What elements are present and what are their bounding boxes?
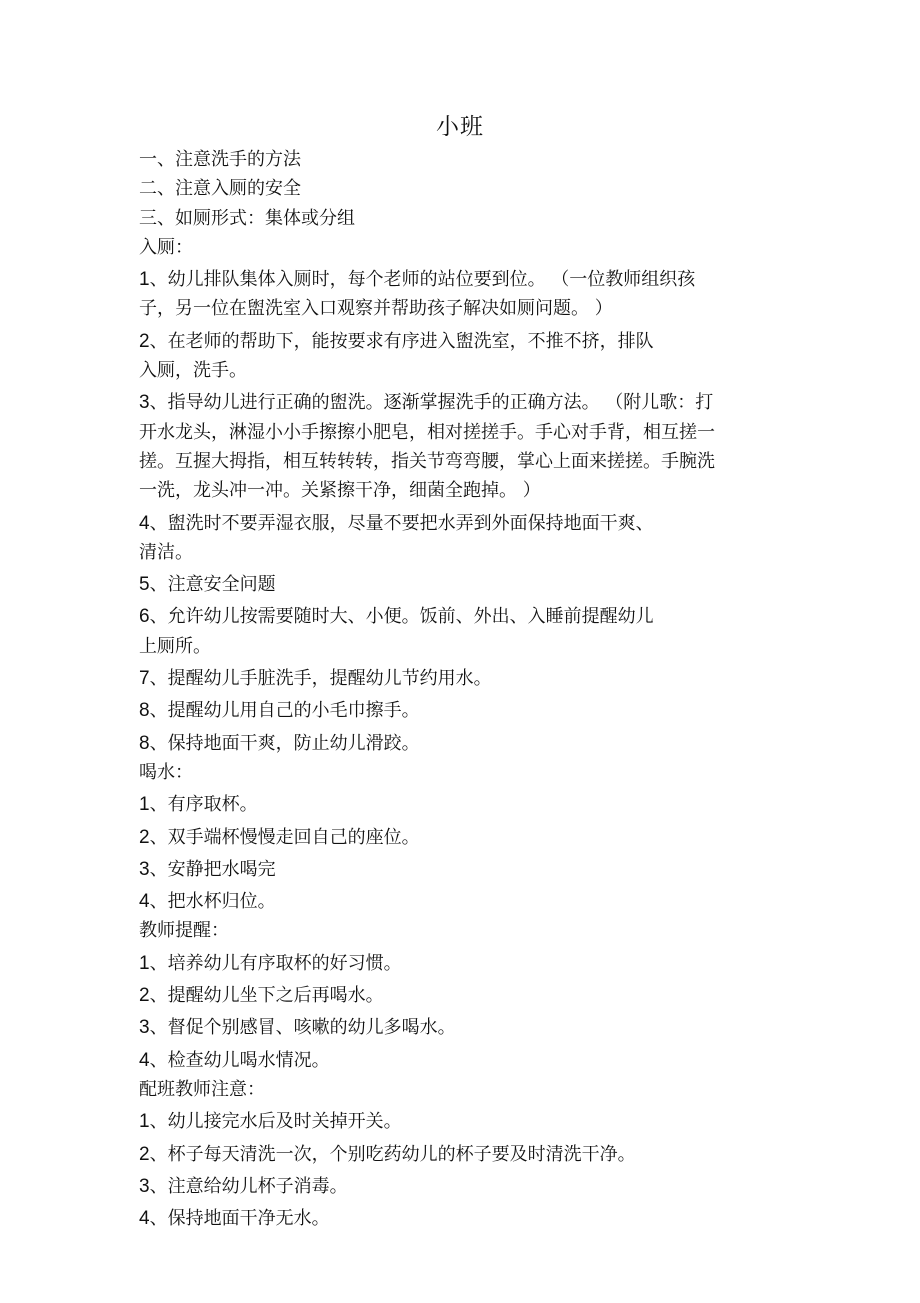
text-line	[139, 1172, 784, 1201]
text-line	[139, 1107, 784, 1136]
line-text: 、指导幼儿进行正确的盥洗。逐渐掌握洗手的正确方法。 （附儿歌：打	[149, 392, 714, 414]
line-text: 、保持地面干净无水。	[149, 1208, 330, 1230]
line-text: 配班教师注意：	[139, 1078, 265, 1100]
item-number: 8	[139, 732, 150, 754]
item-number: 1	[139, 1111, 150, 1133]
line-text: 、杯子每天清洗一次，个别吃药幼儿的杯子要及时清洗干净。	[149, 1143, 636, 1165]
line-text: 、提醒幼儿手脏洗手，提醒幼儿节约用水。	[149, 668, 492, 690]
text-line	[139, 887, 784, 916]
text-line	[139, 476, 784, 505]
item-number: 4	[139, 891, 150, 913]
line-text: 清洁。	[139, 541, 193, 563]
text-line	[139, 538, 784, 567]
text-line	[139, 1075, 784, 1104]
line-text: 入厕，洗手。	[139, 360, 247, 382]
line-text: 一洗，龙头冲一冲。关紧擦干净，细菌全跑掉。 ）	[139, 480, 541, 502]
line-text: 、有序取杯。	[149, 794, 258, 816]
text-line	[139, 949, 784, 978]
text-line	[139, 294, 784, 323]
line-text: 子，另一位在盥洗室入口观察并帮助孩子解决如厕问题。 ）	[139, 298, 613, 320]
text-line	[139, 790, 784, 819]
text-line	[139, 1046, 784, 1075]
line-text: 入厕：	[139, 236, 193, 258]
text-line	[139, 447, 784, 476]
line-text: 、幼儿接完水后及时关掉开关。	[149, 1111, 402, 1133]
item-number: 1	[139, 269, 150, 291]
line-text: 、把水杯归位。	[149, 891, 276, 913]
text-line	[139, 916, 784, 945]
text-line	[139, 145, 784, 174]
line-text: 搓。互握大拇指，相互转转转，指关节弯弯腰，掌心上面来搓搓。手腕洗	[139, 450, 715, 472]
line-text: 、盥洗时不要弄湿衣服，尽量不要把水弄到外面保持地面干爽、	[149, 512, 654, 534]
item-number: 3	[139, 1017, 150, 1039]
text-line	[139, 1204, 784, 1233]
line-text: 、提醒幼儿用自己的小毛巾擦手。	[149, 700, 420, 722]
text-line	[139, 509, 784, 538]
text-line	[139, 632, 784, 661]
line-text: 、保持地面干爽，防止幼儿滑跤。	[149, 732, 420, 754]
line-text: 、幼儿排队集体入厕时，每个老师的站位要到位。 （一位教师组织孩	[149, 269, 696, 291]
item-number: 2	[139, 330, 150, 352]
line-text: 、检查幼儿喝水情况。	[149, 1049, 330, 1071]
item-number: 8	[139, 700, 150, 722]
text-line	[139, 823, 784, 852]
line-text: 、提醒幼儿坐下之后再喝水。	[149, 985, 384, 1007]
text-line	[139, 1013, 784, 1042]
item-number: 1	[139, 794, 150, 816]
line-text: 、在老师的帮助下，能按要求有序进入盥洗室，不推不挤，排队	[149, 330, 654, 352]
line-text: 三、如厕形式：集体或分组	[139, 207, 355, 229]
item-number: 3	[139, 1175, 150, 1197]
text-line	[139, 729, 784, 758]
item-number: 7	[139, 668, 150, 690]
text-line	[139, 696, 784, 725]
item-number: 4	[139, 512, 150, 534]
item-number: 4	[139, 1208, 150, 1230]
line-text: 喝水：	[139, 761, 193, 783]
text-line	[139, 356, 784, 385]
line-text: 上厕所。	[139, 635, 211, 657]
line-text: 开水龙头，淋湿小小手擦擦小肥皂，相对搓搓手。手心对手背，相互搓一	[139, 421, 715, 443]
line-text: 、双手端杯慢慢走回自己的座位。	[149, 826, 420, 848]
line-text: 二、注意入厕的安全	[139, 178, 301, 200]
text-line	[139, 664, 784, 693]
page-title: 小班	[436, 114, 484, 140]
text-line	[139, 1140, 784, 1169]
line-text: 、注意安全问题	[149, 574, 276, 596]
item-number: 3	[139, 858, 150, 880]
text-line	[139, 204, 784, 233]
text-line	[139, 174, 784, 203]
item-number: 2	[139, 1143, 150, 1165]
text-line	[139, 570, 784, 599]
document-body	[139, 145, 784, 1233]
text-line	[139, 758, 784, 787]
text-line	[139, 265, 784, 294]
item-number: 3	[139, 392, 150, 414]
line-text: 、允许幼儿按需要随时大、小便。饭前、外出、入睡前提醒幼儿	[149, 606, 654, 628]
item-number: 2	[139, 985, 150, 1007]
text-line	[139, 981, 784, 1010]
item-number: 2	[139, 826, 150, 848]
text-line	[139, 233, 784, 262]
item-number: 5	[139, 574, 150, 596]
line-text: 、培养幼儿有序取杯的好习惯。	[149, 952, 402, 974]
item-number: 6	[139, 606, 150, 628]
item-number: 4	[139, 1049, 150, 1071]
text-line	[139, 327, 784, 356]
line-text: 教师提醒：	[139, 920, 229, 942]
text-line	[139, 418, 784, 447]
line-text: 、注意给幼儿杯子消毒。	[149, 1175, 348, 1197]
line-text: 、督促个别感冒、咳嗽的幼儿多喝水。	[149, 1017, 456, 1039]
text-line	[139, 388, 784, 417]
line-text: 一、注意洗手的方法	[139, 149, 301, 170]
text-line	[139, 602, 784, 631]
text-line	[139, 855, 784, 884]
line-text: 、安静把水喝完	[149, 858, 276, 880]
item-number: 1	[139, 952, 150, 974]
